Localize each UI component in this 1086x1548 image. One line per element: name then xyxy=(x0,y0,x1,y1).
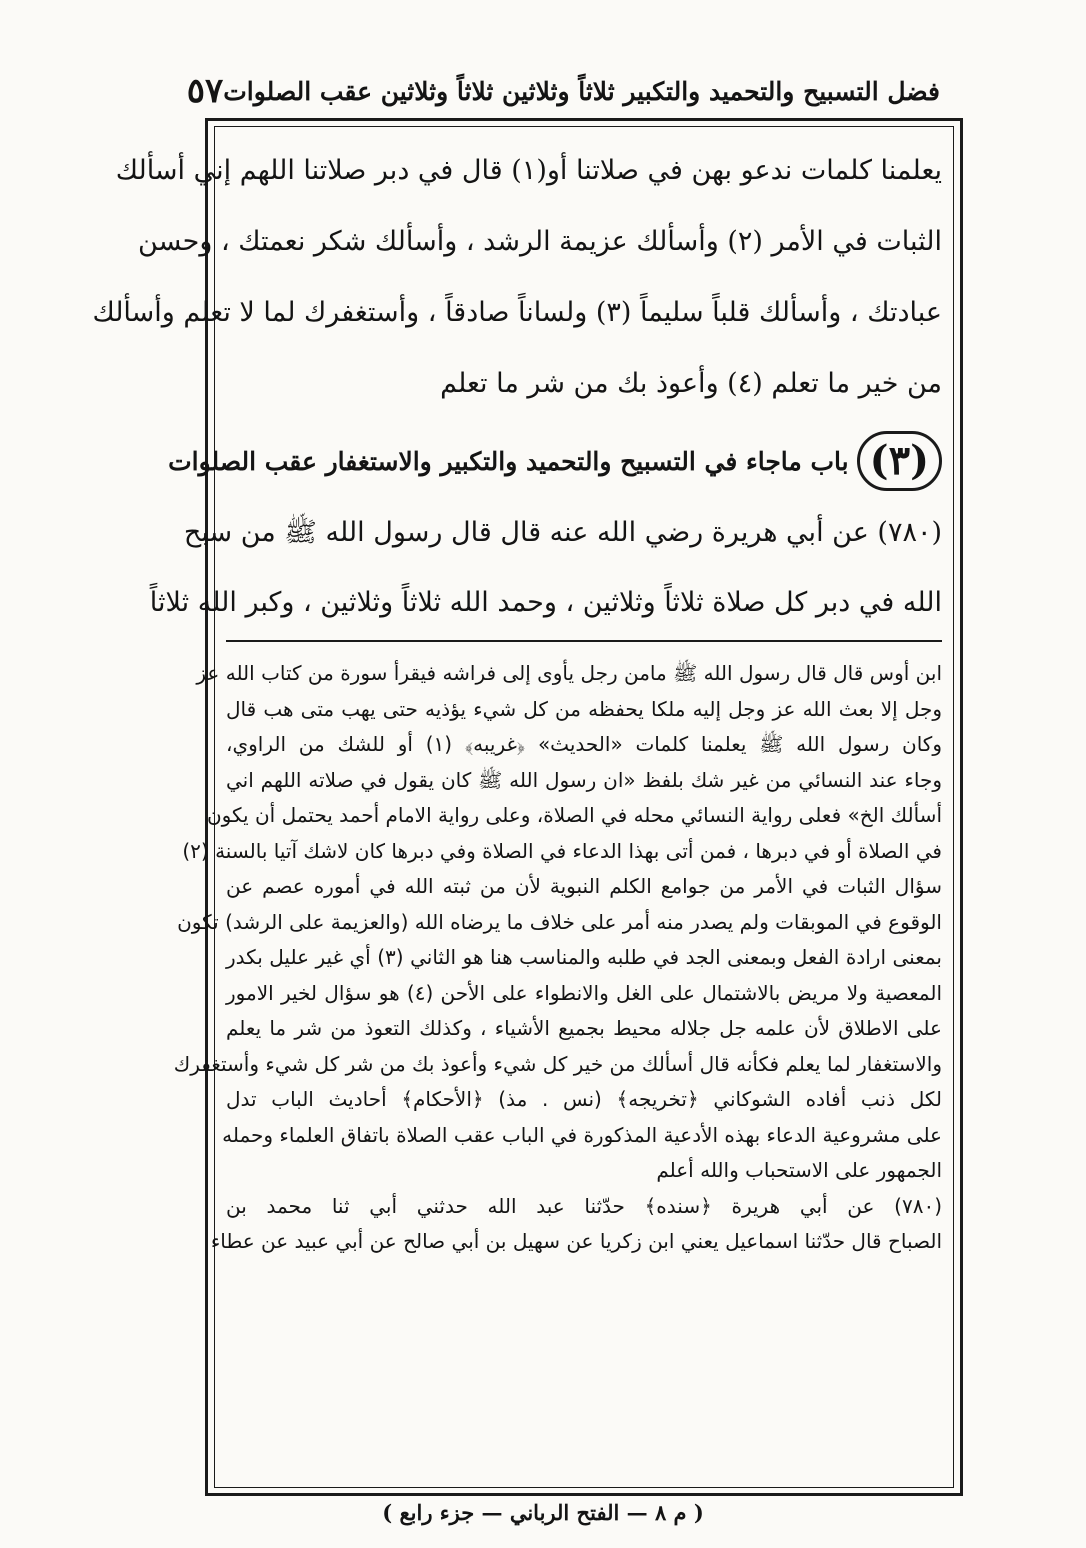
main-text-line: عبادتك ، وأسألك قلباً سليماً (٣) ولساناً صادقاً ، وأستغفرك لما لا تعلم وأسألك xyxy=(92,297,942,328)
commentary-line: الجمهور على الاستحباب والله أعلم xyxy=(656,1158,942,1182)
commentary-line: في الصلاة أو في دبرها ، فمن أتى بهذا الدعاء في الصلاة وفي دبرها كان لاشك آتيا بالسنة (٢) xyxy=(182,838,942,863)
commentary-line: وجل إلا بعث الله عز وجل إليه ملكا يحفظه من كل شيء يؤذيه حتى يهب متى هب قال xyxy=(226,696,942,721)
commentary-line: والاستغفار لما يعلم فكأنه قال أسألك من خير كل شيء وأعوذ بك من شر كل شيء وأستغفرك xyxy=(173,1051,942,1076)
commentary-line: (٧٨٠) عن أبي هريرة ﴿سنده﴾ حدّثنا عبد الله حدثني أبي ثنا محمد بن xyxy=(226,1193,942,1218)
hadith-text xyxy=(149,498,942,638)
page-number: ٥٧ xyxy=(186,71,224,111)
header-title: فضل التسبيح والتحميد والتكبير ثلاثاً وثلاثين ثلاثاً وثلاثين عقب الصلوات xyxy=(223,76,940,106)
main-text-line: الثبات في الأمر (٢) وأسألك عزيمة الرشد ، وأسألك شكر نعمتك ، وحسن xyxy=(138,226,942,257)
running-header xyxy=(186,68,940,114)
hadith-line: (٧٨٠) عن أبي هريرة رضي الله عنه قال قال رسول الله ﷺ من سبح xyxy=(183,517,942,548)
commentary-line: الصباح قال حدّثنا اسماعيل يعني ابن زكريا عن سهيل بن أبي صالح عن أبي عبيد عن عطاء xyxy=(210,1229,942,1253)
commentary-line: على الاطلاق لأن علمه جل جلاله محيط بجميع الأشياء ، وكذلك التعوذ من شر ما يعلم xyxy=(226,1016,942,1040)
commentary-line: وجاء عند النسائي من غير شك بلفظ «ان رسول الله ﷺ كان يقول في صلاته اللهم اني xyxy=(226,767,942,792)
main-text-line: من خير ما تعلم (٤) وأعوذ بك من شر ما تعلم xyxy=(440,368,942,399)
chapter-heading xyxy=(168,426,942,496)
commentary-line: بمعنى ارادة الفعل وبمعنى الجد في طلبه والمناسب هنا هو الثاني (٣) أي غير عليل بكدر xyxy=(226,945,942,969)
chapter-title: باب ماجاء في التسبيح والتحميد والتكبير والاستغفار عقب الصلوات xyxy=(168,446,849,476)
footnote-separator xyxy=(226,640,942,642)
chapter-number: (٣) xyxy=(857,431,942,491)
commentary-line: أسألك الخ» فعلى رواية النسائي محله في الصلاة، وعلى رواية الامام أحمد يحتمل أن يكون xyxy=(206,803,942,827)
commentary-line: ابن أوس قال قال رسول الله ﷺ مامن رجل يأوى إلى فراشه فيقرأ سورة من كتاب الله عز xyxy=(196,661,942,685)
hadith-line: الله في دبر كل صلاة ثلاثاً وثلاثين ، وحمد الله ثلاثاً وثلاثين ، وكبر الله ثلاثاً xyxy=(149,587,942,618)
commentary xyxy=(173,656,942,1260)
page-footer: ( م ٨ — الفتح الرباني — جزء رابع ) xyxy=(382,1500,704,1525)
main-text-line: يعلمنا كلمات ندعو بهن في صلاتنا أو(١) قال في دبر صلاتنا اللهم إني أسألك xyxy=(115,155,942,186)
commentary-line: سؤال الثبات في الأمر من جوامع الكلم النبوية لأن من ثبته الله في أموره عصم عن xyxy=(226,874,942,898)
commentary-line: على مشروعية الدعاء بهذه الأدعية المذكورة في الباب عقب الصلاة باتفاق العلماء وحمله xyxy=(222,1122,942,1147)
main-text xyxy=(92,135,942,419)
commentary-line: وكان رسول الله ﷺ يعلمنا كلمات «الحديث» ﴿غريبه﴾ (١) أو للشك من الراوي، xyxy=(226,732,942,756)
commentary-line: المعصية ولا مريض بالاشتمال على الغل والانطواء على الأحن (٤) هو سؤال لخير الامور xyxy=(226,980,942,1005)
commentary-line: الوقوع في الموبقات ولم يصدر منه أمر على خلاف ما يرضاه الله (والعزيمة على الرشد) تكون xyxy=(177,909,942,934)
commentary-line: لكل ذنب أفاده الشوكاني ﴿تخريجه﴾ (نس . مذ) ﴿الأحكام﴾ أحاديث الباب تدل xyxy=(226,1087,942,1111)
